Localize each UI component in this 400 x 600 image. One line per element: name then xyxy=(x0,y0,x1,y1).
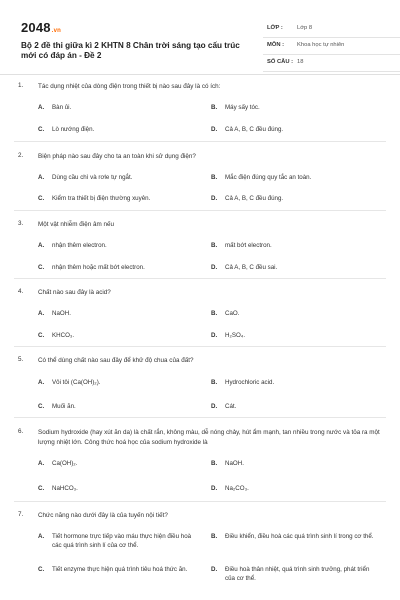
option-label: A. xyxy=(38,242,45,249)
option-label: A. xyxy=(38,174,45,181)
meta-row-grade xyxy=(263,21,400,38)
option-label: A. xyxy=(38,379,45,386)
option-label: B. xyxy=(211,533,218,540)
option-text: Cả A, B, C đều đúng. xyxy=(225,126,284,133)
option-label: B. xyxy=(211,174,218,181)
option-label: D. xyxy=(211,566,218,573)
option-text: nhận thêm electron. xyxy=(52,242,107,249)
option-text: NaOH. xyxy=(52,310,71,317)
option-label: B. xyxy=(211,460,218,467)
question-divider xyxy=(14,346,386,347)
option-label: D. xyxy=(211,195,218,202)
option-label: D. xyxy=(211,485,218,492)
option-text: Bàn ủi. xyxy=(52,104,72,111)
option-label: B. xyxy=(211,242,218,249)
option-label: C. xyxy=(38,195,45,202)
option-text: CaO. xyxy=(225,310,240,317)
option-label: C. xyxy=(38,485,45,492)
question-text: Một vật nhiễm điện âm nếu xyxy=(38,221,114,228)
question-text: Chất nào sau đây là acid? xyxy=(38,289,111,296)
meta-key: MÔN : xyxy=(267,42,285,48)
question-number: 5. xyxy=(18,356,24,363)
option-label: A. xyxy=(38,460,45,467)
option-label: B. xyxy=(211,104,218,111)
option-label: C. xyxy=(38,332,45,339)
option-label: C. xyxy=(38,566,45,573)
question-divider xyxy=(14,501,386,502)
question-number: 7. xyxy=(18,511,24,518)
option-label: C. xyxy=(38,264,45,271)
question-text: Tác dụng nhiệt của dòng điện trong thiết bị nào sau đây là có ích: xyxy=(38,83,221,90)
option-text: KHCO₃. xyxy=(52,332,75,339)
meta-key: SỐ CÂU : xyxy=(267,59,294,65)
option-text: Tiết hormone trực tiếp vào máu thực hiện điều hoà các quá trình sinh lí của cơ thể. xyxy=(52,533,192,549)
question-number: 4. xyxy=(18,288,24,295)
meta-value: Lớp 8 xyxy=(297,25,313,31)
meta-key: LỚP : xyxy=(267,25,283,31)
option-text: Lò nướng điện. xyxy=(52,126,95,133)
option-text: Tiết enzyme thực hiện quá trình tiêu hoá thức ăn. xyxy=(52,566,188,573)
question-number: 1. xyxy=(18,82,24,89)
meta-row-subject xyxy=(263,38,400,55)
question-text: Chức năng nào dưới đây là của tuyến nội tiết? xyxy=(38,512,168,519)
option-label: A. xyxy=(38,533,45,540)
question-divider xyxy=(14,141,386,142)
question-divider xyxy=(14,417,386,418)
question-text: Có thể dùng chất nào sau đây để khử độ chua của đất? xyxy=(38,357,194,364)
option-text: H₂SO₄. xyxy=(225,332,246,339)
option-label: B. xyxy=(211,310,218,317)
meta-value: Khoa học tự nhiên xyxy=(297,42,345,48)
question-text: Sodium hydroxide (hay xút ăn da) là chất rắn, không màu, dễ nóng chảy, hút ẩm mạnh, tan nhiều trong nước và tỏa ra một lượng nhiệt lớn. Công thức hoá học của sodium hydroxide là xyxy=(38,429,380,446)
logo-domain: .vn xyxy=(51,28,62,34)
header-divider xyxy=(0,74,400,75)
document-title: Bộ 2 đề thi giữa kì 2 KHTN 8 Chân trời sáng tạo cấu trúc mới có đáp án - Đề 2 xyxy=(21,41,240,60)
option-text: NaOH. xyxy=(225,460,244,467)
option-label: A. xyxy=(38,310,45,317)
option-text: NaHCO₃. xyxy=(52,485,78,492)
question-divider xyxy=(14,278,386,279)
option-text: Hydrochloric acid. xyxy=(225,379,275,386)
option-text: Cả A, B, C đều sai. xyxy=(225,264,278,271)
option-text: Ca(OH)₂. xyxy=(52,460,78,467)
option-text: nhận thêm hoặc mất bớt electron. xyxy=(52,264,145,271)
worksheet-header xyxy=(14,8,386,72)
option-text: mất bớt electron. xyxy=(225,242,272,249)
question-divider xyxy=(14,210,386,211)
option-text: Kiểm tra thiết bị điện thường xuyên. xyxy=(52,195,151,202)
meta-row-count xyxy=(263,55,400,72)
question-number: 6. xyxy=(18,428,24,435)
option-label: D. xyxy=(211,332,218,339)
option-text: Mắc điện đúng quy tắc an toàn. xyxy=(225,174,312,181)
site-logo[interactable] xyxy=(21,20,61,35)
option-text: Muối ăn. xyxy=(52,403,76,410)
meta-value: 18 xyxy=(297,59,304,65)
logo-text: 2048 xyxy=(21,20,51,35)
option-label: D. xyxy=(211,264,218,271)
option-label: B. xyxy=(211,379,218,386)
option-text: Máy sấy tóc. xyxy=(225,104,260,111)
option-label: C. xyxy=(38,403,45,410)
option-text: Dùng cầu chì và rơle tự ngắt. xyxy=(52,174,133,181)
option-text: Cát. xyxy=(225,403,237,410)
option-text: Vôi tôi (Ca(OH)₂). xyxy=(52,379,101,386)
question-number: 2. xyxy=(18,152,24,159)
option-text: Điều hoà thân nhiệt, quá trình sinh trưởng, phát triển của cơ thể. xyxy=(225,566,370,582)
option-label: A. xyxy=(38,104,45,111)
question-number: 3. xyxy=(18,220,24,227)
option-label: D. xyxy=(211,126,218,133)
option-label: D. xyxy=(211,403,218,410)
question-text: Biện pháp nào sau đây cho ta an toàn khi sử dụng điện? xyxy=(38,153,196,160)
meta-table xyxy=(263,21,400,72)
option-text: Na₂CO₃. xyxy=(225,485,249,492)
option-text: Cả A, B, C đều đúng. xyxy=(225,195,284,202)
option-text: Điều khiển, điều hoà các quá trình sinh lí trong cơ thể. xyxy=(225,533,374,540)
option-label: C. xyxy=(38,126,45,133)
